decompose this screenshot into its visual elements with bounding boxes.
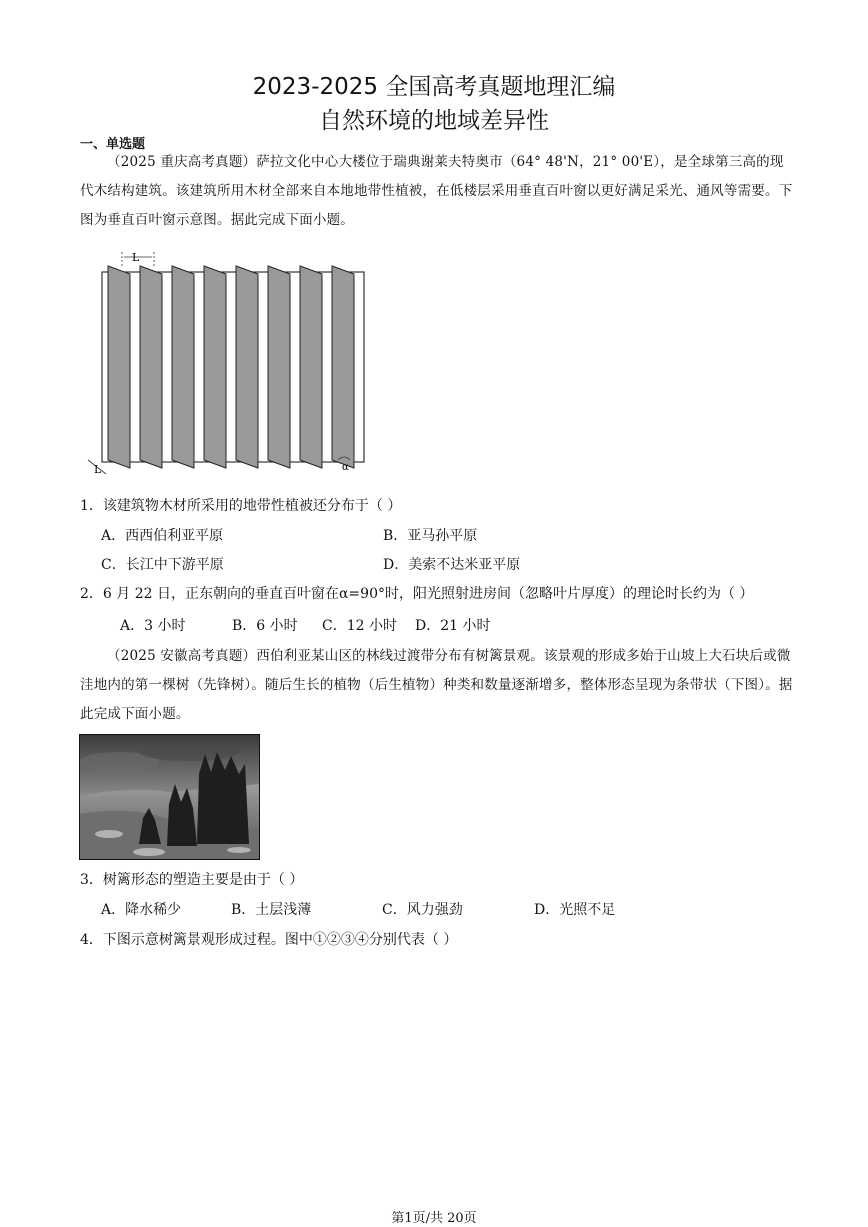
question-4-stem: 4．下图示意树篱景观形成过程。图中①②③④分别代表（ ）	[80, 932, 458, 948]
question-2-option-c: C．12 小时	[322, 618, 397, 634]
tree-hedge-photo	[79, 734, 260, 860]
question-1-option-b: B．亚马孙平原	[383, 528, 478, 544]
passage-1: （2025 重庆高考真题）萨拉文化中心大楼位于瑞典谢莱夫特奥市（64° 48'N，21° 00'E），是全球第三高的现代木结构建筑。该建筑所用木材全部来自本地地带性植被，在低楼层采用垂直百叶窗以更好满足采光、通风等需要。下图为垂直百叶窗示意图。据此完成下面小题。	[80, 154, 793, 228]
question-3-option-d: D．光照不足	[534, 902, 616, 918]
label-alpha: α	[342, 462, 349, 473]
question-2-stem: 2．6 月 22 日，正东朝向的垂直百叶窗在α=90°时，阳光照射进房间（忽略叶片厚度）的理论时长约为（ ）	[80, 586, 754, 602]
section-heading: 一、单选题	[80, 137, 146, 152]
page-footer: 第1页/共 20页	[391, 1211, 477, 1226]
question-1-option-d: D．美索不达米亚平原	[383, 557, 521, 573]
passage-2: （2025 安徽高考真题）西伯利亚某山区的林线过渡带分布有树篱景观。该景观的形成多始于山坡上大石块后或微洼地内的第一棵树（先锋树）。随后生长的植物（后生植物）种类和数量逐渐增多，整体形态呈现为条带状（下图）。据此完成下面小题。	[80, 648, 793, 722]
label-L-side: L	[94, 463, 102, 476]
question-2-option-d: D．21 小时	[415, 618, 491, 634]
question-1-stem: 1．该建筑物木材所采用的地带性植被还分布于（ ）	[80, 498, 402, 514]
question-1-option-c: C．长江中下游平原	[101, 557, 224, 573]
document-title-line1: 2023-2025 全国高考真题地理汇编	[252, 74, 616, 100]
question-1-option-a: A．西西伯利亚平原	[101, 528, 224, 544]
louver-diagram	[80, 248, 380, 478]
label-L-top: L	[132, 251, 140, 264]
question-2-option-a: A．3 小时	[120, 618, 186, 634]
document-title-line2: 自然环境的地域差异性	[319, 108, 549, 134]
question-3-option-a: A．降水稀少	[101, 902, 182, 918]
question-3-option-c: C．风力强劲	[382, 902, 463, 918]
question-2-option-b: B．6 小时	[232, 618, 298, 634]
question-3-stem: 3．树篱形态的塑造主要是由于（ ）	[80, 872, 304, 888]
question-3-option-b: B．土层浅薄	[231, 902, 312, 918]
